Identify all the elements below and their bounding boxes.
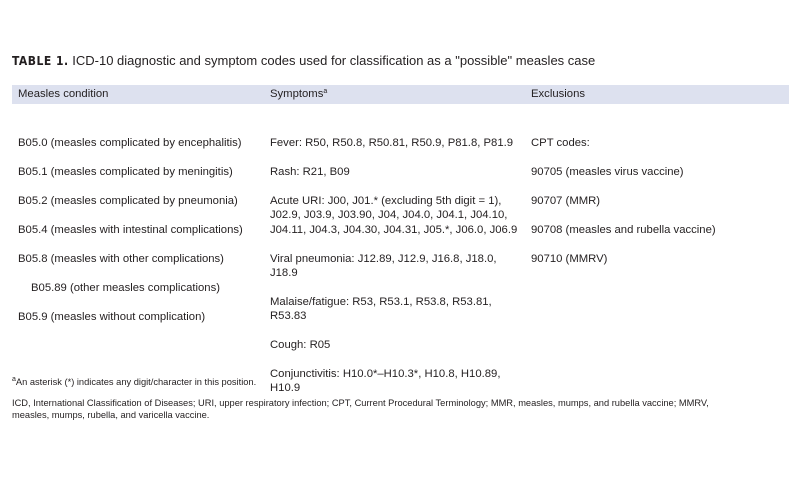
- condition-subcell: B05.89 (other measles complications): [31, 282, 220, 294]
- table-title: [12, 53, 595, 68]
- symptom-cell-line: H10.9: [270, 382, 301, 394]
- symptom-cell: Rash: R21, B09: [270, 166, 350, 178]
- exclusion-cell: 90710 (MMRV): [531, 253, 608, 265]
- table-header-row: [12, 85, 789, 104]
- table-caption: ICD-10 diagnostic and symptom codes used for classification as a "possible" measles case: [72, 53, 596, 68]
- condition-cell: B05.9 (measles without complication): [18, 311, 206, 323]
- exclusion-cell: 90707 (MMR): [531, 195, 601, 207]
- table-number: TABLE 1.: [12, 54, 69, 68]
- footnote-asterisk: [12, 376, 256, 388]
- footnote-abbreviations-cont: measles, mumps, rubella, and varicella vaccine.: [12, 410, 210, 420]
- symptom-cell: Conjunctivitis: H10.0*–H10.3*, H10.8, H10.89,: [270, 368, 501, 380]
- footnote-marker: a: [323, 88, 328, 95]
- header-measles-condition: Measles condition: [18, 88, 109, 100]
- symptom-cell: Viral pneumonia: J12.89, J12.9, J16.8, J18.0,: [270, 253, 497, 265]
- exclusion-cell: CPT codes:: [531, 137, 590, 149]
- header-symptoms-label: Symptoms: [270, 88, 324, 100]
- exclusion-cell: 90708 (measles and rubella vaccine): [531, 224, 716, 236]
- condition-cell: B05.0 (measles complicated by encephalitis): [18, 137, 242, 149]
- footnote-marker: a: [12, 376, 16, 383]
- symptom-cell: Acute URI: J00, J01.* (excluding 5th digit = 1),: [270, 195, 502, 207]
- footnote-asterisk-text: An asterisk (*) indicates any digit/character in this position.: [15, 377, 257, 387]
- symptom-cell-line: R53.83: [270, 310, 307, 322]
- condition-cell: B05.1 (measles complicated by meningitis): [18, 166, 233, 178]
- symptom-cell: Fever: R50, R50.8, R50.81, R50.9, P81.8, P81.9: [270, 137, 514, 149]
- symptom-cell-line: J02.9, J03.9, J03.90, J04, J04.0, J04.1, J04.10,: [270, 209, 508, 221]
- exclusion-cell: 90705 (measles virus vaccine): [531, 166, 684, 178]
- symptom-cell: Malaise/fatigue: R53, R53.1, R53.8, R53.81,: [270, 296, 492, 308]
- footnote-abbreviations: ICD, International Classification of Diseases; URI, upper respiratory infection; CPT, Current Procedural Terminology; MMR, measles, mumps, and rubella vaccine; MMRV,: [12, 398, 709, 408]
- condition-cell: B05.2 (measles complicated by pneumonia): [18, 195, 238, 207]
- symptom-cell-line: J18.9: [270, 267, 298, 279]
- header-exclusions: Exclusions: [531, 88, 585, 100]
- condition-cell: B05.4 (measles with intestinal complications): [18, 224, 243, 236]
- condition-cell: B05.8 (measles with other complications): [18, 253, 224, 265]
- symptom-cell-line: J04.11, J04.3, J04.30, J04.31, J05.*, J06.0, J06.9: [270, 224, 518, 236]
- header-symptoms: [270, 88, 327, 102]
- symptom-cell: Cough: R05: [270, 339, 331, 351]
